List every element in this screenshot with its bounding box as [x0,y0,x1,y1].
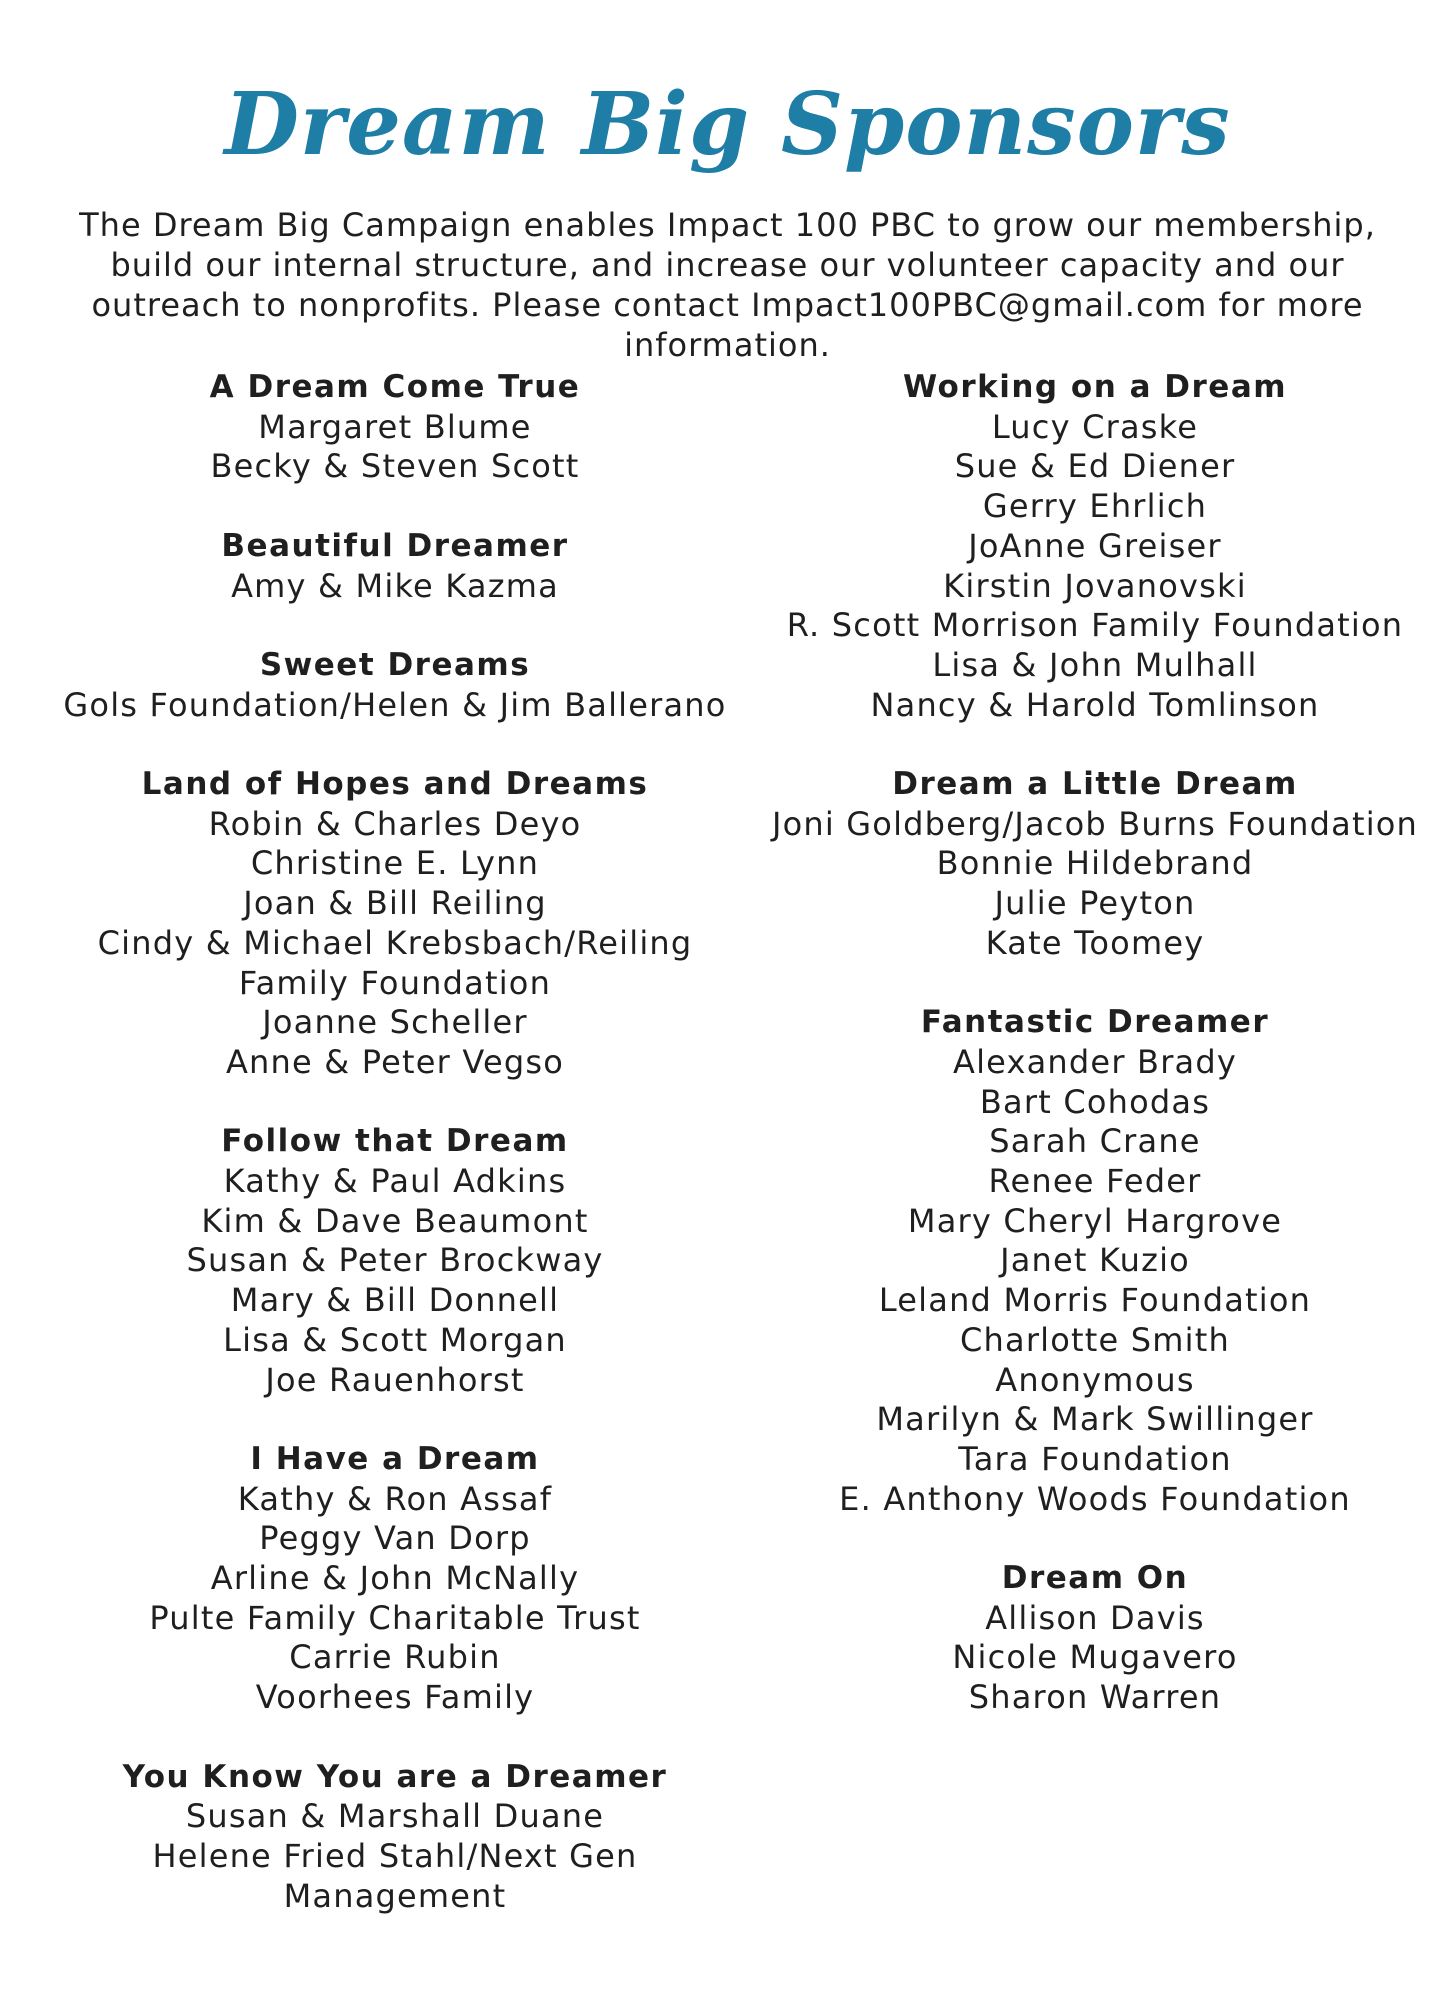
sponsor-name: Arline & John McNally [210,1559,580,1598]
sponsor-name: Gols Foundation/Helen & Jim Ballerano [63,685,727,724]
left-sponsor-column [40,368,750,1956]
tier-title: Dream On [1001,1560,1189,1597]
sponsor-name: Pulte Family Charitable Trust [149,1598,641,1637]
sponsor-tier [740,368,1450,725]
sponsor-list [40,805,750,1083]
page-title: Dream Big Sponsors [224,74,1231,175]
sponsor-name: Kate Toomey [985,923,1205,962]
sponsor-list [740,408,1450,726]
tier-title: Sweet Dreams [259,646,531,683]
tier-title: I Have a Dream [250,1440,540,1477]
sponsor-name: Amy & Mike Kazma [231,566,559,605]
sponsor-list [40,408,750,487]
sponsor-name: Mary & Bill Donnell [230,1281,560,1320]
intro-paragraph: The Dream Big Campaign enables Impact 100 PBC to grow our membership, build our internal structure, and increase our volunteer capacity and our outreach to nonprofits. Please contact Impact100PBC@gmail.com for more information. [79,206,1376,364]
sponsor-name: Renee Feder [988,1162,1202,1201]
sponsor-name: Management [283,1876,507,1915]
sponsor-name: Kim & Dave Beaumont [201,1201,589,1240]
sponsor-tier [40,1440,750,1718]
sponsor-name: Gerry Ehrlich [982,487,1208,526]
sponsor-name: Lisa & John Mulhall [932,645,1258,684]
sponsor-name: Nancy & Harold Tomlinson [870,685,1320,724]
sponsor-name: Anne & Peter Vegso [225,1042,565,1081]
sponsor-name: Becky & Steven Scott [210,447,580,486]
sponsor-name: Family Foundation [238,963,552,1002]
sponsor-list [40,567,750,607]
sponsor-name: Bart Cohodas [979,1082,1211,1121]
sponsor-tier [40,527,750,606]
sponsor-name: Sue & Ed Diener [954,447,1236,486]
sponsor-name: Cindy & Michael Krebsbach/Reiling [97,923,693,962]
sponsor-name: Allison Davis [985,1598,1205,1637]
sponsor-tier [40,368,750,487]
sponsor-name: Julie Peyton [994,884,1196,923]
tier-title: Working on a Dream [902,369,1288,405]
sponsor-name: Lisa & Scott Morgan [223,1320,567,1359]
sponsor-name: Margaret Blume [258,407,532,446]
tier-title: A Dream Come True [209,369,581,405]
sponsor-name: Bonnie Hildebrand [936,844,1254,883]
sponsor-tier [40,1122,750,1400]
sponsor-name: Nicole Mugavero [952,1638,1238,1677]
sponsor-name: E. Anthony Woods Foundation [839,1479,1351,1518]
sponsor-name: Leland Morris Foundation [878,1281,1312,1320]
sponsor-list [40,1480,750,1718]
sponsor-tier [40,1758,750,1917]
tier-title: You Know You are a Dreamer [122,1758,668,1795]
sponsor-name: Mary Cheryl Hargrove [907,1201,1283,1240]
tier-title: Follow that Dream [221,1123,569,1160]
sponsor-tier [40,646,750,725]
sponsor-list [40,1797,750,1916]
tier-title: Beautiful Dreamer [221,527,569,564]
sponsor-name: Kirstin Jovanovski [943,566,1247,605]
sponsor-name: Sharon Warren [968,1678,1222,1717]
sponsor-name: Lucy Craske [991,407,1199,446]
sponsor-name: Tara Foundation [958,1439,1232,1478]
tier-title: Fantastic Dreamer [920,1004,1270,1041]
tier-title: Land of Hopes and Dreams [141,765,649,802]
sponsor-tier [740,1559,1450,1718]
sponsor-name: Janet Kuzio [1000,1241,1190,1280]
right-sponsor-column [740,368,1450,1758]
sponsor-name: Kathy & Paul Adkins [223,1162,567,1200]
sponsor-list [740,1599,1450,1718]
sponsor-list [40,686,750,726]
sponsor-name: Susan & Marshall Duane [185,1797,605,1836]
sponsor-name: Susan & Peter Brockway [186,1241,604,1280]
sponsor-name: Carrie Rubin [289,1638,501,1677]
sponsor-tier [40,765,750,1083]
sponsor-list [740,1043,1450,1519]
sponsor-name: Voorhees Family [255,1678,535,1717]
sponsor-name: Helene Fried Stahl/Next Gen [152,1836,638,1875]
sponsor-name: Peggy Van Dorp [259,1519,531,1558]
sponsor-name: Christine E. Lynn [250,844,540,883]
tier-title: Dream a Little Dream [892,766,1298,803]
sponsor-name: Joni Goldberg/Jacob Burns Foundation [771,804,1419,843]
sponsor-name: Joan & Bill Reiling [243,884,547,923]
sponsor-name: Charlotte Smith [959,1320,1230,1359]
sponsor-name: Robin & Charles Deyo [208,804,582,843]
sponsor-list [740,805,1450,964]
sponsor-name: Marilyn & Mark Swillinger [876,1400,1314,1439]
sponsor-name: Joanne Scheller [262,1003,528,1042]
sponsor-name: R. Scott Morrison Family Foundation [786,606,1404,645]
sponsor-name: Joe Rauenhorst [265,1360,525,1399]
sponsor-name: Kathy & Ron Assaf [237,1479,553,1518]
sponsor-name: Sarah Crane [989,1122,1201,1161]
sponsor-list [40,1162,750,1400]
sponsor-name: Anonymous [995,1360,1195,1399]
sponsor-name: Alexander Brady [952,1042,1238,1081]
sponsor-tier [740,1003,1450,1519]
sponsor-tier [740,765,1450,964]
sponsor-name: JoAnne Greiser [968,526,1222,565]
